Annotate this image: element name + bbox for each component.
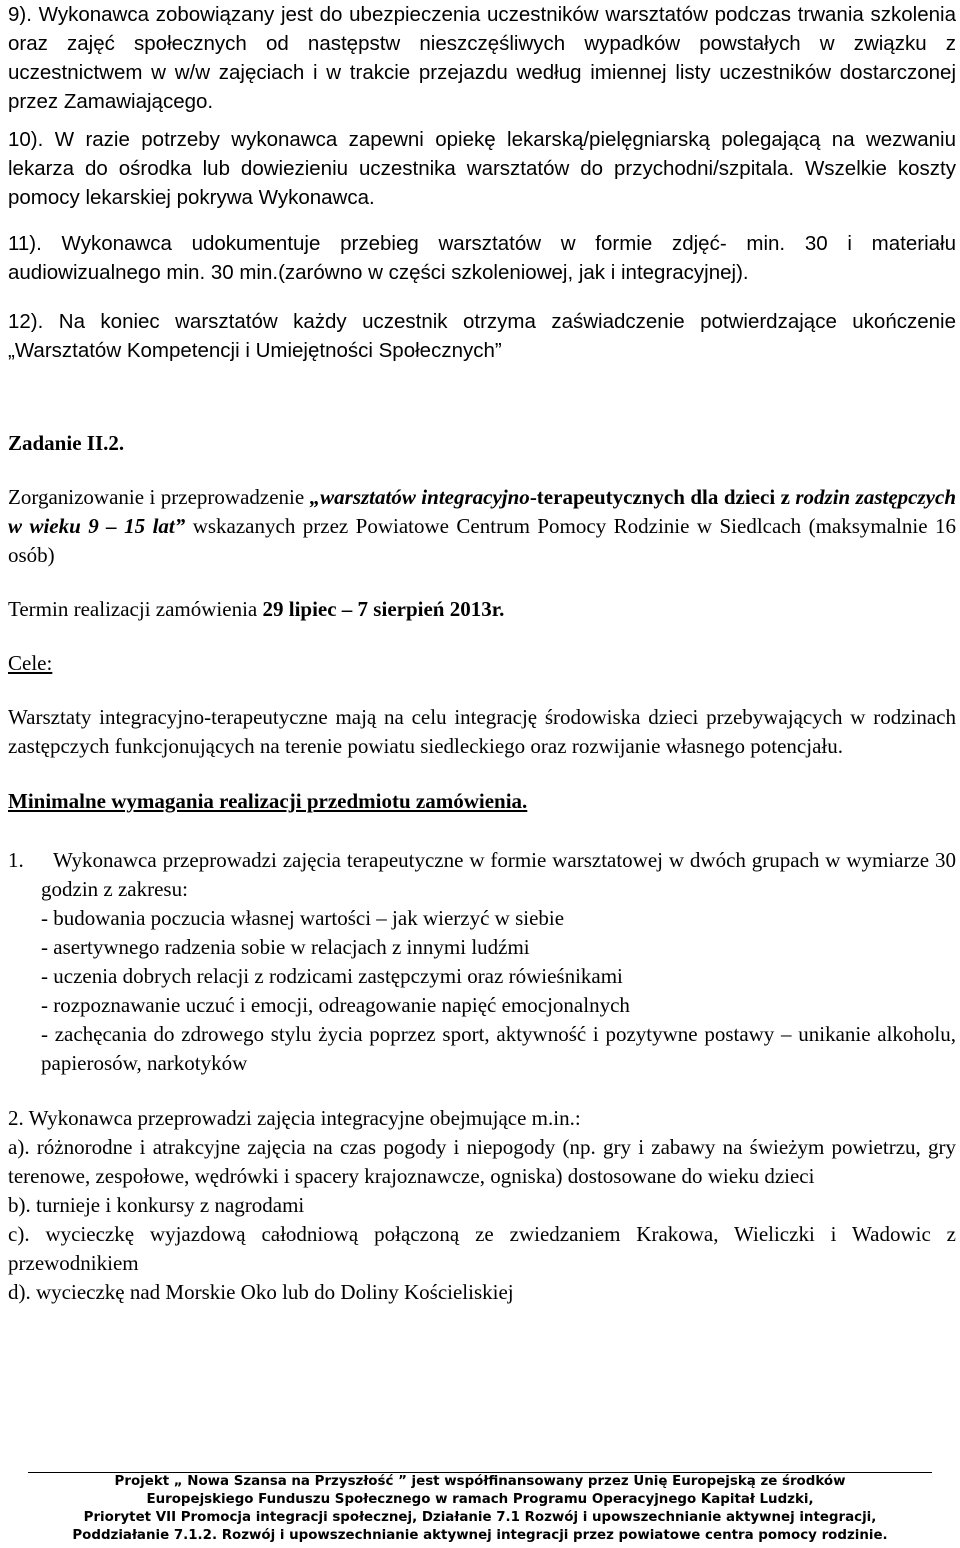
paragraph-10: 10). W razie potrzeby wykonawca zapewni opiekę lekarską/pielęgniarską polegającą na wezwaniu lekarza do ośrodka lub dowiezieniu uczestnika warsztatów do przychodni/szpitala. Wszelkie koszty pomocy lekarskiej pokrywa Wykonawca. xyxy=(8,128,956,209)
requirement-2-intro: 2. Wykonawca przeprowadzi zajęcia integracyjne obejmujące m.in.: xyxy=(8,1106,581,1130)
bullet-item: - asertywnego radzenia sobie w relacjach z innymi ludźmi xyxy=(41,935,530,959)
footer-line: Priorytet VII Promocja integracji społecznej, Działanie 7.1 Rozwój i upowszechnianie aktywnej integracji, xyxy=(83,1510,877,1525)
requirement-item-2 xyxy=(8,1104,956,1307)
bullet-item: - uczenia dobrych relacji z rodzicami zastępczymi oraz rówieśnikami xyxy=(41,964,623,988)
requirement-2-d: d). wycieczkę nad Morskie Oko lub do Doliny Kościeliskiej xyxy=(8,1280,514,1304)
footer-line: Poddziałanie 7.1.2. Rozwój i upowszechnianie aktywnej integracji przez powiatowe centra pomocy rodzinie. xyxy=(72,1528,888,1543)
requirement-item-1 xyxy=(8,846,956,1078)
paragraph-12: 12). Na koniec warsztatów każdy uczestnik otrzyma zaświadczenie potwierdzające ukończenie „Warsztatów Kompetencji i Umiejętności Społecznych” xyxy=(8,310,956,362)
requirement-1-text: 1. Wykonawca przeprowadzi zajęcia terapeutyczne w formie warsztatowej w dwóch grupach w wymiarze 30 godzin z zakresu: xyxy=(8,848,956,901)
page-footer xyxy=(28,1472,932,1545)
footer-line: Projekt „ Nowa Szansa na Przyszłość ” jest współfinansowany przez Unię Europejską ze środków xyxy=(114,1474,846,1489)
document-page xyxy=(8,0,956,1307)
goals-text: Warsztaty integracyjno-terapeutyczne mają na celu integrację środowiska dzieci przebywających w rodzinach zastępczych funkcjonujących na terenie powiatu siedleckiego oraz rozwijanie własnego potencjału. xyxy=(8,705,956,758)
requirement-2-a: a). różnorodne i atrakcyjne zajęcia na czas pogody i niepogody (np. gry i zabawy na świeżym powietrzu, gry terenowe, zespołowe, wędrówki i spacery krajoznawcze, ogniska) dostosowane do wieku dzieci xyxy=(8,1135,956,1188)
task-intro: Zorganizowanie i przeprowadzenie „warsztatów integracyjno-terapeutycznych dla dzieci z rodzin zastępczych w wieku 9 – 15 lat” wskazanych przez Powiatowe Centrum Pomocy Rodzinie w Siedlcach (maksymalnie 16 osób) xyxy=(8,485,956,567)
section-zadanie xyxy=(8,429,956,1307)
task-heading: Zadanie II.2. xyxy=(8,431,125,455)
requirement-2-c: c). wycieczkę wyjazdową całodniową połączoną ze zwiedzaniem Krakowa, Wieliczki i Wadowic z przewodnikiem xyxy=(8,1222,956,1275)
bullet-item: - budowania poczucia własnej wartości – jak wierzyć w siebie xyxy=(41,906,565,930)
paragraph-11: 11). Wykonawca udokumentuje przebieg warsztatów w formie zdjęć- min. 30 i materiału audiowizualnego min. 30 min.(zarówno w części szkoleniowej, jak i integracyjnej). xyxy=(8,232,956,284)
task-deadline: Termin realizacji zamówienia 29 lipiec – 7 sierpień 2013r. xyxy=(8,597,505,621)
requirement-2-b: b). turnieje i konkursy z nagrodami xyxy=(8,1193,305,1217)
requirements-heading: Minimalne wymagania realizacji przedmiotu zamówienia. xyxy=(8,789,528,813)
section-points-9-12 xyxy=(8,0,956,365)
bullet-item: - rozpoznawanie uczuć i emocji, odreagowanie napięć emocjonalnych xyxy=(41,993,630,1017)
goals-heading: Cele: xyxy=(8,651,53,675)
bullet-item: - zachęcania do zdrowego stylu życia poprzez sport, aktywność i pozytywne postawy – unikanie alkoholu, papierosów, narkotyków xyxy=(41,1022,956,1075)
paragraph-9: 9). Wykonawca zobowiązany jest do ubezpieczenia uczestników warsztatów podczas trwania szkolenia oraz zajęć społecznych od następstw nieszczęśliwych wypadków powstałych w związku z uczestnictwem w w/w zajęciach i w trakcie przejazdu według imiennej listy uczestników dostarczonej przez Zamawiającego. xyxy=(8,3,956,113)
footer-line: Europejskiego Funduszu Społecznego w ramach Programu Operacyjnego Kapitał Ludzki, xyxy=(146,1492,814,1507)
